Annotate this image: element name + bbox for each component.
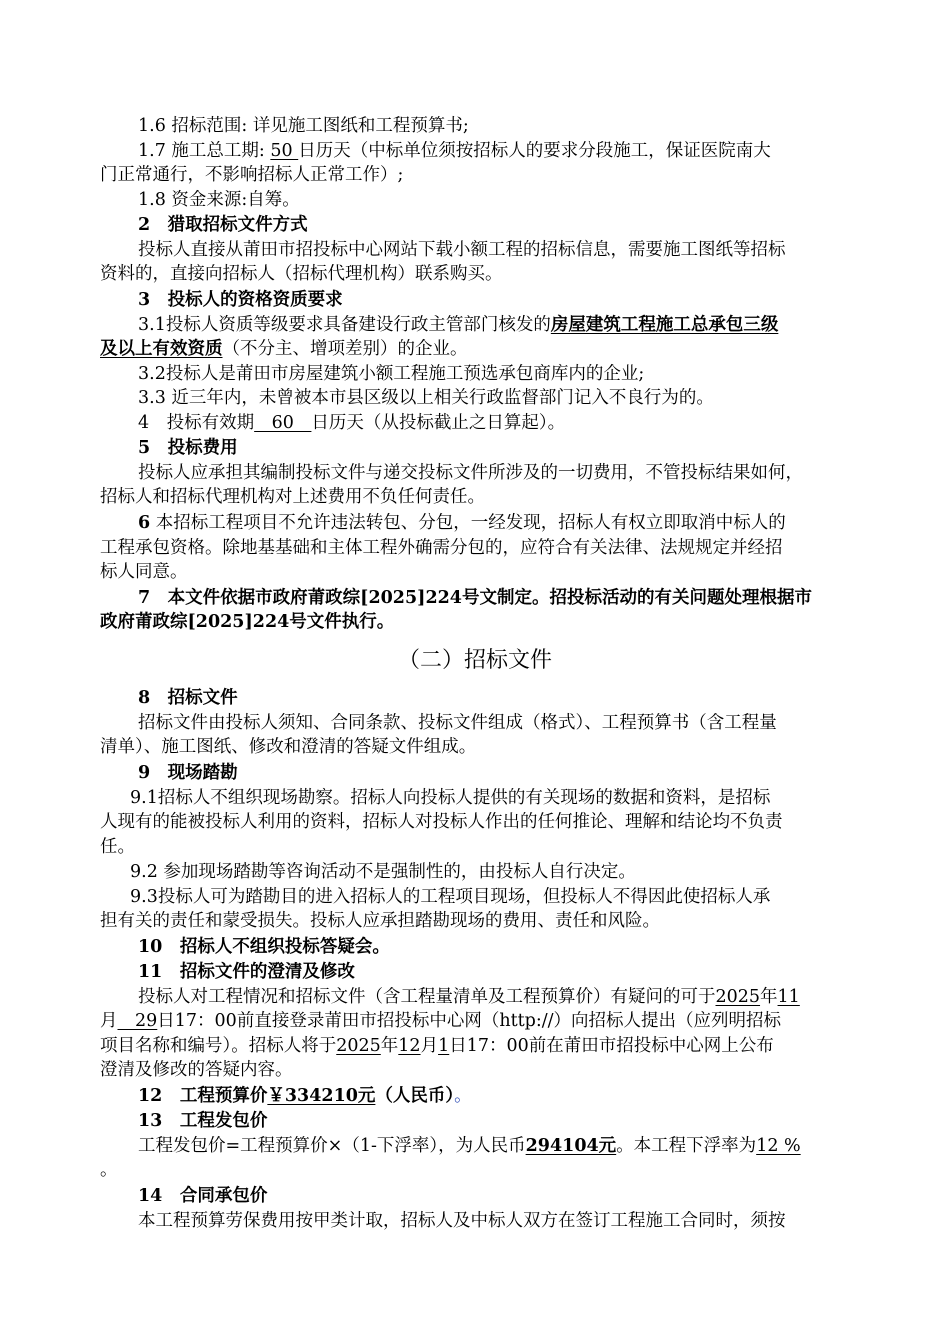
chapter-heading: （二）招标文件 bbox=[397, 648, 552, 673]
answer-publish-year: 2025 bbox=[336, 1036, 381, 1056]
answer-publish-day: 1 bbox=[438, 1036, 450, 1056]
paragraph-text: 。 bbox=[100, 1160, 118, 1180]
qualification-requirement: 房屋建筑工程施工总承包三级 bbox=[550, 315, 779, 335]
paragraph-text: 本招标工程项目不允许违法转包、分包，一经发现，招标人有权立即取消中标人的 bbox=[150, 513, 786, 533]
section-11-line-3 bbox=[100, 1034, 860, 1058]
section-title: 9 现场踏勘 bbox=[138, 763, 238, 783]
section-6-line-1 bbox=[138, 511, 898, 535]
validity-days: 60 bbox=[254, 413, 312, 433]
section-8-line-2 bbox=[100, 735, 860, 759]
clause-text: 日历天（从投标截止之日算起）。 bbox=[311, 413, 566, 433]
section-title: 13 工程发包价 bbox=[138, 1111, 268, 1131]
clause-3-1-cont bbox=[100, 337, 860, 361]
section-9-title bbox=[138, 761, 898, 785]
paragraph-text: 工程发包价=工程预算价×（1-下浮率），为人民币 bbox=[138, 1136, 526, 1156]
contract-amount: 294104元 bbox=[525, 1136, 617, 1156]
punctuation: 。 bbox=[454, 1086, 472, 1106]
section-title: 10 招标人不组织投标答疑会。 bbox=[138, 937, 390, 957]
section-title: 14 合同承包价 bbox=[138, 1186, 268, 1206]
section-5-title bbox=[138, 436, 898, 460]
paragraph-text: 日17：00前直接登录莆田市招投标中心网（http://）向招标人提出（应列明招标 bbox=[157, 1011, 782, 1031]
clause-1-7-cont bbox=[100, 163, 860, 187]
clause-text: 人现有的能被投标人利用的资料，招标人对投标人作出的任何推论、理解和结论均不负责 bbox=[100, 812, 783, 832]
section-5-line-1 bbox=[138, 461, 898, 485]
paragraph-text: 项目名称和编号）。招标人将于 bbox=[100, 1036, 337, 1056]
section-14-line-1 bbox=[138, 1209, 898, 1233]
clause-text: 1.8 资金来源:自筹。 bbox=[138, 190, 300, 210]
section-title: 2 猎取招标文件方式 bbox=[138, 215, 308, 235]
clause-9-1-line-1 bbox=[130, 786, 890, 810]
paragraph-text: 年 bbox=[380, 1036, 399, 1056]
clause-text: 日历天（中标单位须按招标人的要求分段施工，保证医院南大 bbox=[298, 141, 771, 161]
clause-text: （不分主、增项差别）的企业。 bbox=[222, 339, 468, 359]
section-11-title bbox=[138, 960, 898, 984]
section-10-title bbox=[138, 935, 898, 959]
question-deadline-day: 29 bbox=[117, 1011, 158, 1031]
clause-text: 3.1投标人资质等级要求具备建设行政主管部门核发的 bbox=[138, 315, 551, 335]
section-3-title bbox=[138, 288, 898, 312]
clause-1-7 bbox=[138, 139, 898, 163]
paragraph-text: 工程承包资格。除地基基础和主体工程外确需分包的，应符合有关法律、法规规定并经招 bbox=[100, 538, 783, 558]
section-5-line-2 bbox=[100, 485, 860, 509]
answer-publish-month: 12 bbox=[398, 1036, 421, 1056]
paragraph-text: 招标人和招标代理机构对上述费用不负任何责任。 bbox=[100, 487, 485, 507]
section-4 bbox=[138, 411, 898, 435]
section-8-line-1 bbox=[138, 711, 898, 735]
paragraph-text: 澄清及修改的答疑内容。 bbox=[100, 1060, 293, 1080]
section-8-title bbox=[138, 686, 898, 710]
clause-3-3 bbox=[138, 386, 898, 410]
discount-rate: 12 % bbox=[756, 1136, 801, 1156]
section-11-line-4 bbox=[100, 1058, 860, 1082]
clause-9-2 bbox=[130, 860, 890, 884]
question-deadline-month: 11 bbox=[777, 987, 800, 1007]
duration-days: 50 bbox=[270, 141, 299, 161]
section-title: 11 招标文件的澄清及修改 bbox=[138, 962, 355, 982]
paragraph-text: 日17：00前在莆田市招投标中心网上公布 bbox=[449, 1036, 774, 1056]
question-deadline-year: 2025 bbox=[715, 987, 761, 1007]
paragraph-text: 7 本文件依据市政府莆政综[2025]224号文制定。招投标活动的有关问题处理根据市 bbox=[138, 588, 812, 608]
clause-9-1-line-3 bbox=[100, 835, 860, 859]
clause-text: 担有关的责任和蒙受损失。投标人应承担踏勘现场的费用、责任和风险。 bbox=[100, 911, 660, 931]
section-title: 5 投标费用 bbox=[138, 438, 238, 458]
paragraph-text: 投标人应承担其编制投标文件与递交投标文件所涉及的一切费用，不管投标结果如何， bbox=[138, 463, 803, 483]
clause-text: 3.3 近三年内，未曾被本市县区级以上相关行政监督部门记入不良行为的。 bbox=[138, 388, 714, 408]
clause-3-1 bbox=[138, 313, 898, 337]
section-11-line-1 bbox=[138, 985, 898, 1009]
paragraph-text: 月 bbox=[420, 1036, 439, 1056]
clause-text: 9.3投标人可为踏勘目的进入招标人的工程项目现场，但投标人不得因此使招标人承 bbox=[130, 887, 771, 907]
paragraph-text: 标人同意。 bbox=[100, 562, 188, 582]
paragraph-text: 月 bbox=[100, 1011, 118, 1031]
paragraph-text: 招标文件由投标人须知、合同条款、投标文件组成（格式）、工程预算书（含工程量 bbox=[138, 713, 777, 733]
section-6-line-2 bbox=[100, 536, 860, 560]
clause-text: 9.2 参加现场踏勘等咨询活动不是强制性的，由投标人自行决定。 bbox=[130, 862, 636, 882]
paragraph-text: 本工程预算劳保费用按甲类计取，招标人及中标人双方在签订工程施工合同时，须按 bbox=[138, 1211, 786, 1231]
section-number: 6 bbox=[138, 513, 151, 533]
section-title: 3 投标人的资格资质要求 bbox=[138, 290, 343, 310]
clause-text: 门正常通行，不影响招标人正常工作）; bbox=[100, 165, 404, 185]
paragraph-text: 投标人对工程情况和招标文件（含工程量清单及工程预算价）有疑问的可于 bbox=[138, 987, 716, 1007]
section-2-line-2 bbox=[100, 262, 860, 286]
section-6-line-3 bbox=[100, 560, 860, 584]
clause-text: 1.7 施工总工期: bbox=[138, 141, 271, 161]
paragraph-text: 清单）、施工图纸、修改和澄清的答疑文件组成。 bbox=[100, 737, 477, 757]
currency-note: （人民币） bbox=[375, 1086, 455, 1106]
clause-text: 3.2投标人是莆田市房屋建筑小额工程施工预选承包商库内的企业; bbox=[138, 364, 645, 384]
section-11-line-2 bbox=[100, 1009, 860, 1033]
section-13-line-1 bbox=[138, 1134, 898, 1158]
paragraph-text: 资料的，直接向招标人（招标代理机构）联系购买。 bbox=[100, 264, 503, 284]
section-2-line-1 bbox=[138, 238, 898, 262]
section-title: 4 投标有效期 bbox=[138, 413, 255, 433]
clause-9-3-line-1 bbox=[130, 885, 890, 909]
clause-text: 9.1招标人不组织现场勘察。招标人向投标人提供的有关现场的数据和资料，是招标 bbox=[130, 788, 771, 808]
clause-3-2 bbox=[138, 362, 898, 386]
section-7-line-2 bbox=[100, 610, 860, 634]
clause-1-8 bbox=[138, 188, 898, 212]
section-13-title bbox=[138, 1109, 898, 1133]
clause-1-6 bbox=[138, 114, 898, 138]
paragraph-text: 政府莆政综[2025]224号文件执行。 bbox=[100, 612, 395, 632]
paragraph-text: 。本工程下浮率为 bbox=[616, 1136, 757, 1156]
section-12 bbox=[138, 1084, 898, 1108]
clause-9-1-line-2 bbox=[100, 810, 860, 834]
paragraph-text: 投标人直接从莆田市招投标中心网站下载小额工程的招标信息，需要施工图纸等招标 bbox=[138, 240, 786, 260]
paragraph-text: 年 bbox=[760, 987, 778, 1007]
section-2-title bbox=[138, 213, 898, 237]
clause-9-3-line-2 bbox=[100, 909, 860, 933]
section-13-line-2 bbox=[100, 1158, 860, 1182]
section-7-line-1 bbox=[138, 586, 898, 610]
budget-price: ￥334210元 bbox=[267, 1086, 376, 1106]
section-14-title bbox=[138, 1184, 898, 1208]
section-title: 8 招标文件 bbox=[138, 688, 238, 708]
clause-text: 1.6 招标范围: 详见施工图纸和工程预算书; bbox=[138, 116, 469, 136]
clause-text: 任。 bbox=[100, 837, 135, 857]
section-title: 12 工程预算价 bbox=[138, 1086, 268, 1106]
qualification-requirement: 及以上有效资质 bbox=[100, 339, 223, 359]
